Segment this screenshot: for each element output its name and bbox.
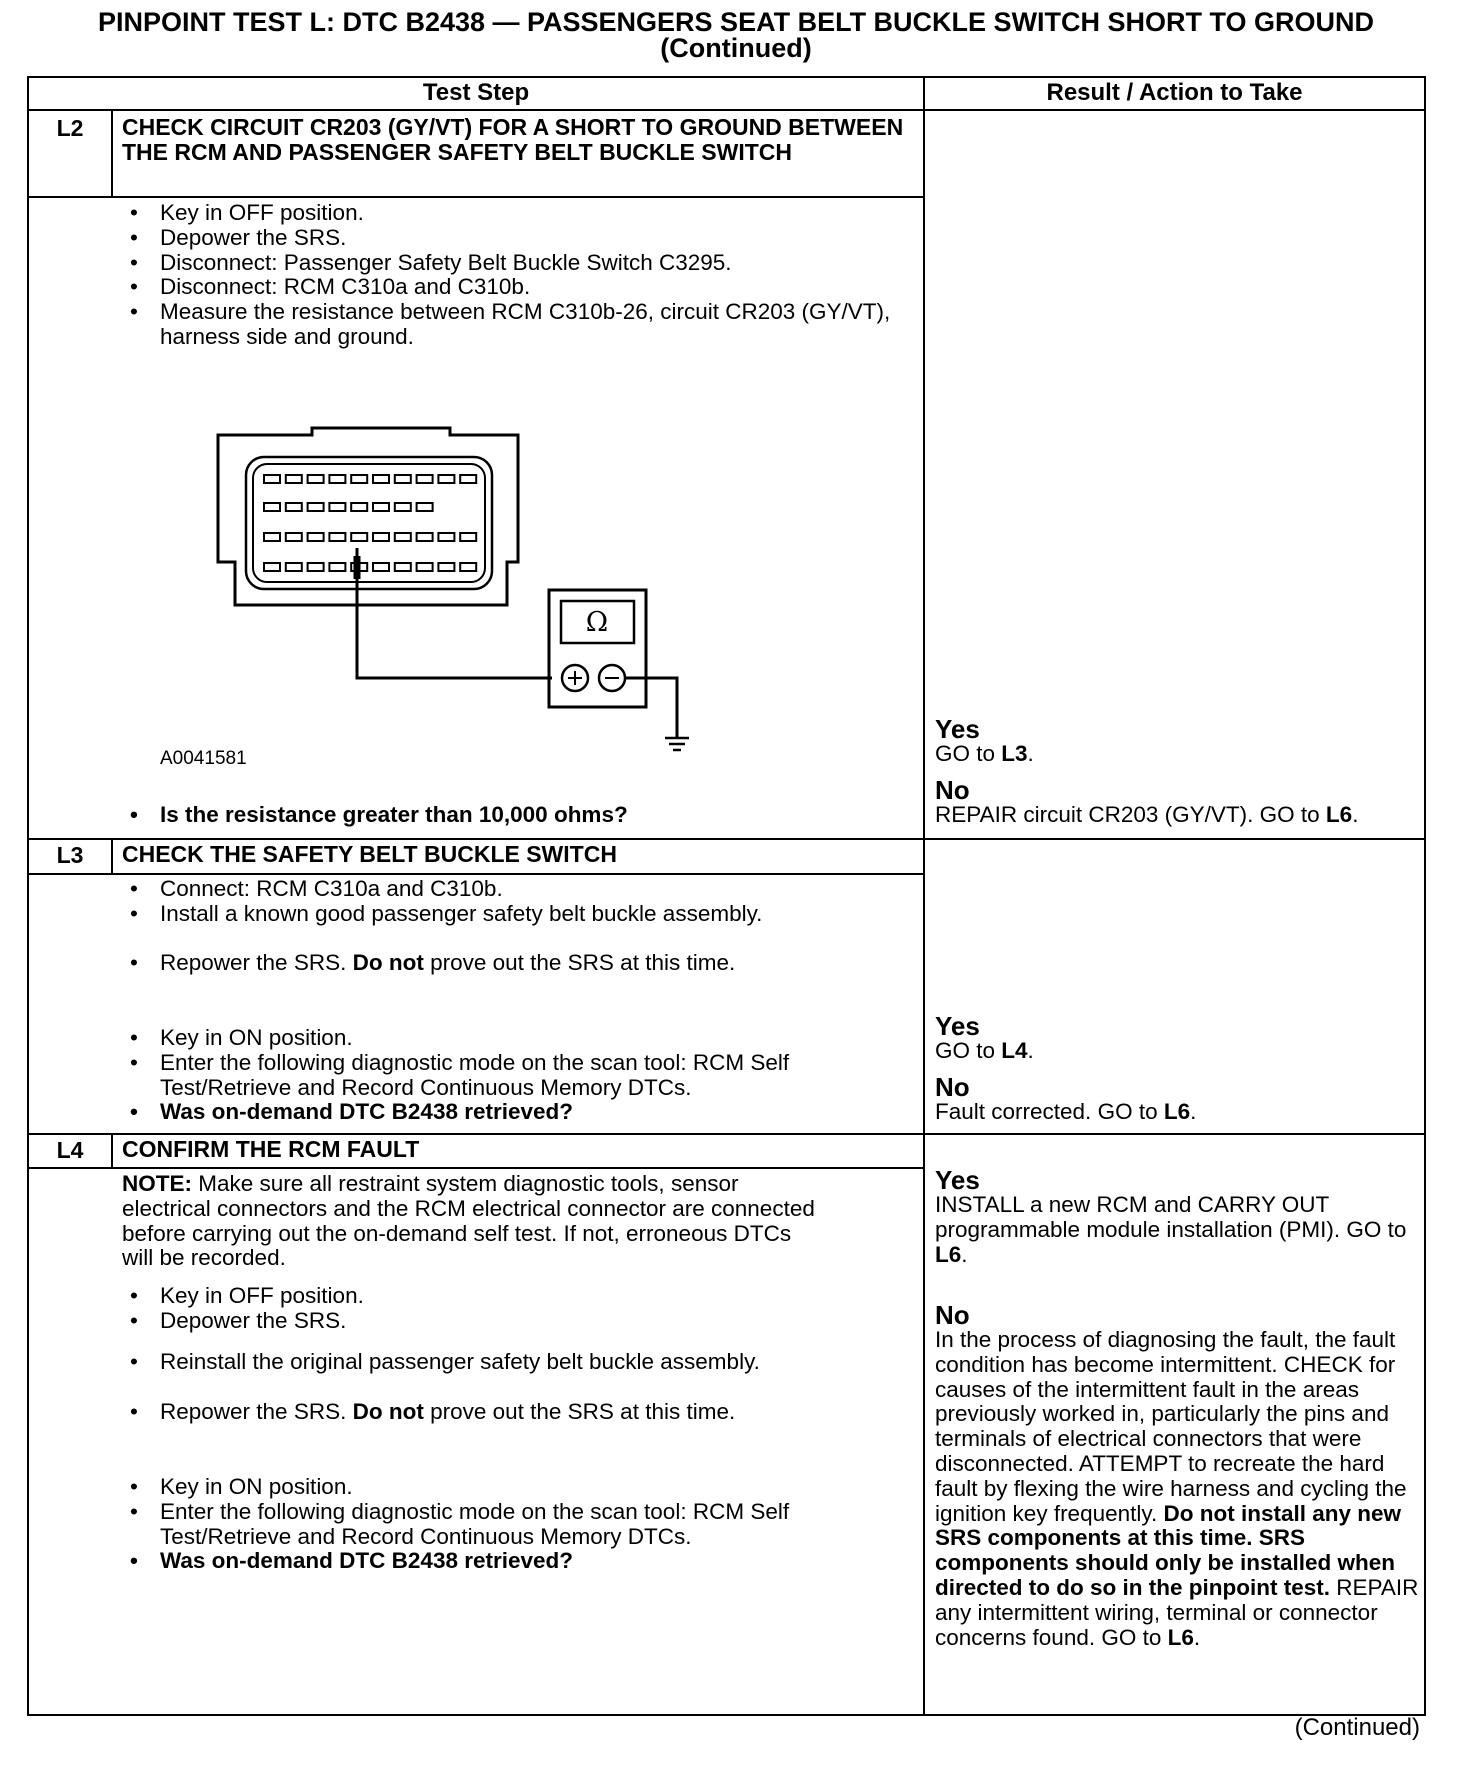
l4-no-text: In the process of diagnosing the fault, the fault condition has become intermittent. CHECK for causes of the intermittent fault in the areas previously worked in, particularly the pins and terminals of electrical connectors that were disconnected. ATTEMPT to recreate the hard fault by flexing the wire harness and cycling the ignition key frequently. Do not install any new SRS components at this time. SRS components should only be installed when directed to do so in the pinpoint test. REPAIR any intermittent wiring, terminal or connector concerns found. GO to L6. [935, 1327, 1419, 1650]
list-item: • Disconnect: Passenger Safety Belt Buckle Switch C3295. [124, 251, 904, 276]
l2-yes-label: Yes [935, 714, 980, 744]
pin-cavity [460, 475, 476, 483]
pin-cavity [373, 533, 389, 541]
pin-cavity [417, 503, 433, 511]
list-item: • Connect: RCM C310a and C310b. [124, 877, 904, 902]
l2-yes-text: GO to L3. [935, 741, 1034, 766]
pin-cavity [286, 503, 302, 511]
pin-cavity [373, 503, 389, 511]
pin-cavity [438, 475, 454, 483]
pin-cavity [264, 533, 280, 541]
list-item: • Measure the resistance between RCM C310b-26, circuit CR203 (GY/VT), harness side and ground. [124, 300, 904, 350]
pin-cavity [286, 533, 302, 541]
pin-cavity [417, 563, 433, 571]
list-item: • Key in ON position. [124, 1475, 904, 1500]
column-header-test-step: Test Step [422, 79, 530, 106]
step-id-l4: L4 [56, 1137, 84, 1163]
pin-cavity [438, 533, 454, 541]
list-item: • Depower the SRS. [124, 1309, 904, 1334]
connector-ohmmeter-diagram [200, 420, 720, 760]
l2-no-text: REPAIR circuit CR203 (GY/VT). GO to L6. [935, 802, 1359, 827]
pin-cavity [286, 563, 302, 571]
pin-cavity [460, 563, 476, 571]
step-l4-note: NOTE: Make sure all restraint system diagnostic tools, sensor electrical connectors and the RCM electrical connector are connected before carrying out the on-demand self test. If not, erroneous DTCs will be recorded. [122, 1171, 815, 1271]
page-subtitle: (Continued) [660, 33, 812, 63]
l2-no-label: No [935, 775, 970, 805]
pin-cavity [329, 503, 345, 511]
step-title-l2: CHECK CIRCUIT CR203 (GY/VT) FOR A SHORT TO GROUND BETWEEN THE RCM AND PASSENGER SAFETY BELT BUCKLE SWITCH [122, 114, 904, 165]
list-item: • Key in ON position. [124, 1026, 904, 1051]
pin-cavity [395, 475, 411, 483]
step-l2-bullets [124, 201, 904, 350]
step-id-l3: L3 [56, 842, 84, 868]
l4-yes-label: Yes [935, 1165, 980, 1195]
pin-cavity [286, 475, 302, 483]
ohmmeter [549, 590, 646, 707]
pin-cavity [329, 563, 345, 571]
figure-id: A0041581 [160, 748, 247, 769]
pin-cavity [351, 533, 367, 541]
pin-cavity [351, 475, 367, 483]
list-item: • Is the resistance greater than 10,000 ohms? [124, 803, 904, 828]
pin-cavity [395, 563, 411, 571]
list-item: • Repower the SRS. Do not prove out the SRS at this time. [124, 951, 904, 976]
list-item: • Key in OFF position. [124, 1284, 904, 1309]
pin-cavity [373, 475, 389, 483]
pin-cavity [264, 503, 280, 511]
list-item: • Install a known good passenger safety belt buckle assembly. [124, 902, 904, 927]
list-item: • Key in OFF position. [124, 201, 904, 226]
l3-yes-text: GO to L4. [935, 1038, 1034, 1063]
pin-cavity [264, 475, 280, 483]
pin-cavity [308, 563, 324, 571]
pin-cavity [308, 503, 324, 511]
pin-cavity [417, 475, 433, 483]
l4-yes-text: INSTALL a new RCM and CARRY OUT programmable module installation (PMI). GO to L6. [935, 1192, 1407, 1267]
pin-cavity [460, 533, 476, 541]
step-l3-bullets-a [124, 877, 904, 927]
pin-cavity [438, 563, 454, 571]
l3-yes-label: Yes [935, 1011, 980, 1041]
list-item: • Depower the SRS. [124, 226, 904, 251]
page-title: PINPOINT TEST L: DTC B2438 — PASSENGERS SEAT BELT BUCKLE SWITCH SHORT TO GROUND [97, 7, 1375, 37]
pin-cavity [395, 533, 411, 541]
l3-no-text: Fault corrected. GO to L6. [935, 1099, 1197, 1124]
step-title-l4: CONFIRM THE RCM FAULT [122, 1136, 420, 1162]
step-id-l2: L2 [56, 115, 84, 141]
step-l4-bullets-d [124, 1475, 904, 1574]
step-l4-bullets-b [124, 1350, 904, 1375]
pin-cavity [351, 503, 367, 511]
l3-no-label: No [935, 1072, 970, 1102]
ohm-symbol: Ω [585, 607, 609, 638]
pin-cavity [264, 563, 280, 571]
list-item: • Was on-demand DTC B2438 retrieved? [124, 1549, 904, 1574]
step-l2-question [124, 803, 904, 828]
l4-no-label: No [935, 1300, 970, 1330]
pin-cavity [329, 533, 345, 541]
column-header-result: Result / Action to Take [1046, 79, 1303, 106]
pin-cavity [373, 563, 389, 571]
list-item: • Enter the following diagnostic mode on the scan tool: RCM Self Test/Retrieve and Record Continuous Memory DTCs. [124, 1051, 904, 1101]
continued-footer: (Continued) [1294, 1714, 1420, 1741]
list-item: • Repower the SRS. Do not prove out the SRS at this time. [124, 1400, 904, 1425]
pin-cavity [308, 475, 324, 483]
pin-cavity [308, 533, 324, 541]
step-l3-bullets-c [124, 1026, 904, 1125]
step-l4-bullets-a [124, 1284, 904, 1334]
list-item: • Enter the following diagnostic mode on the scan tool: RCM Self Test/Retrieve and Record Continuous Memory DTCs. [124, 1500, 904, 1550]
pin-cavity [395, 503, 411, 511]
list-item: • Reinstall the original passenger safety belt buckle assembly. [124, 1350, 904, 1375]
step-title-l3: CHECK THE SAFETY BELT BUCKLE SWITCH [122, 841, 617, 867]
step-l3-bullets-b [124, 951, 904, 976]
list-item: • Disconnect: RCM C310a and C310b. [124, 275, 904, 300]
pin-cavity [329, 475, 345, 483]
step-l4-bullets-c [124, 1400, 904, 1425]
pin-cavity [417, 533, 433, 541]
list-item: • Was on-demand DTC B2438 retrieved? [124, 1100, 904, 1125]
